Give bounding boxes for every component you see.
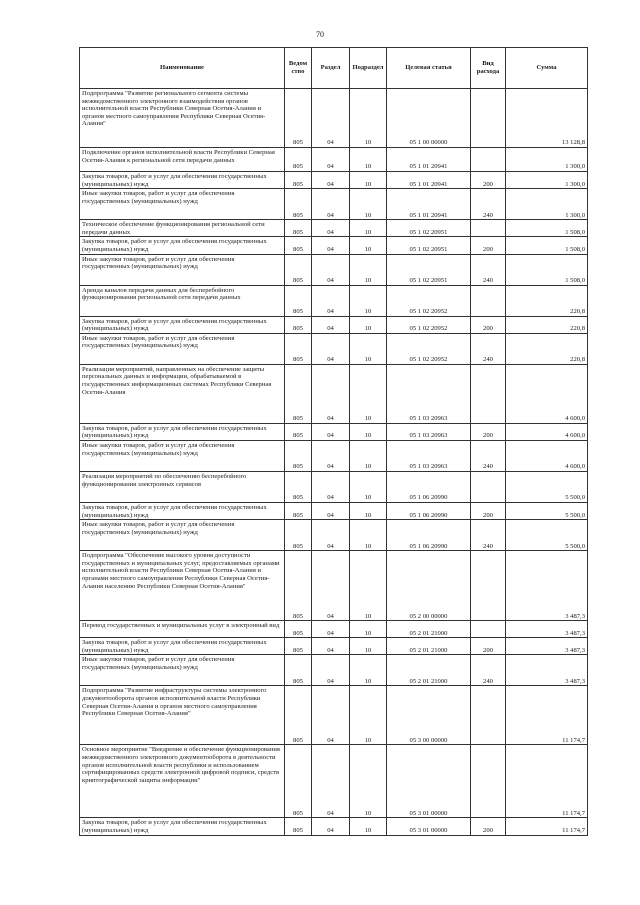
table-row xyxy=(80,254,588,285)
row-target-cell: 05 2 01 21000 xyxy=(387,638,471,655)
row-name-cell: Закупка товаров, работ и услуг для обеспечения государственных (муниципальных) нужд xyxy=(80,502,285,519)
row-sum-cell: 1 300,0 xyxy=(506,189,588,220)
row-expense-type-cell xyxy=(471,285,506,316)
row-target-cell: 05 2 00 00000 xyxy=(387,551,471,621)
table-row xyxy=(80,172,588,189)
row-sum-cell: 4 600,0 xyxy=(506,423,588,440)
header-department: Ведом ство xyxy=(285,48,312,89)
row-department-cell: 805 xyxy=(285,502,312,519)
row-section-cell: 04 xyxy=(312,745,350,818)
row-subsection-cell: 10 xyxy=(350,551,387,621)
row-sum-cell: 11 174,7 xyxy=(506,686,588,745)
table-row xyxy=(80,818,588,835)
row-target-cell: 05 1 01 20941 xyxy=(387,148,471,172)
row-expense-type-cell: 200 xyxy=(471,237,506,254)
row-name-cell: Закупка товаров, работ и услуг для обеспечения государственных (муниципальных) нужд xyxy=(80,172,285,189)
row-department-cell: 805 xyxy=(285,621,312,638)
header-name: Наименование xyxy=(80,48,285,89)
row-target-cell: 05 1 06 20990 xyxy=(387,471,471,502)
row-target-cell: 05 3 00 00000 xyxy=(387,686,471,745)
row-name-cell: Закупка товаров, работ и услуг для обеспечения государственных (муниципальных) нужд xyxy=(80,237,285,254)
row-section-cell: 04 xyxy=(312,655,350,686)
table-row xyxy=(80,189,588,220)
row-subsection-cell: 10 xyxy=(350,148,387,172)
row-target-cell: 05 1 02 20952 xyxy=(387,316,471,333)
row-expense-type-cell xyxy=(471,89,506,148)
row-sum-cell: 5 500,0 xyxy=(506,502,588,519)
row-department-cell: 805 xyxy=(285,818,312,835)
row-name-cell: Закупка товаров, работ и услуг для обеспечения государственных (муниципальных) нужд xyxy=(80,423,285,440)
row-name-cell: Закупка товаров, работ и услуг для обеспечения государственных (муниципальных) нужд xyxy=(80,316,285,333)
row-section-cell: 04 xyxy=(312,189,350,220)
row-section-cell: 04 xyxy=(312,364,350,423)
row-department-cell: 805 xyxy=(285,254,312,285)
row-expense-type-cell: 240 xyxy=(471,520,506,551)
header-target: Целевая статья xyxy=(387,48,471,89)
row-section-cell: 04 xyxy=(312,551,350,621)
row-section-cell: 04 xyxy=(312,440,350,471)
row-department-cell: 805 xyxy=(285,220,312,237)
row-subsection-cell: 10 xyxy=(350,471,387,502)
row-target-cell: 05 1 01 20941 xyxy=(387,189,471,220)
row-expense-type-cell xyxy=(471,471,506,502)
table-row xyxy=(80,551,588,621)
row-subsection-cell: 10 xyxy=(350,172,387,189)
row-sum-cell: 5 500,0 xyxy=(506,471,588,502)
row-target-cell: 05 1 03 20963 xyxy=(387,423,471,440)
table-header-row xyxy=(80,48,588,89)
header-section: Раздел xyxy=(312,48,350,89)
row-target-cell: 05 1 02 20951 xyxy=(387,254,471,285)
row-expense-type-cell: 200 xyxy=(471,502,506,519)
row-name-cell: Основное мероприятие "Внедрение и обеспечение функционирования межведомственного электронного документооборота в деятельности органов исполнительной власти республики и использованием сертифицированных средств электронной цифровой подписи, средств криптографической защиты информации" xyxy=(80,745,285,818)
row-expense-type-cell: 240 xyxy=(471,655,506,686)
row-name-cell: Иные закупки товаров, работ и услуг для обеспечения государственных (муниципальных) нужд xyxy=(80,189,285,220)
row-expense-type-cell xyxy=(471,551,506,621)
row-expense-type-cell xyxy=(471,148,506,172)
row-expense-type-cell: 200 xyxy=(471,172,506,189)
row-subsection-cell: 10 xyxy=(350,502,387,519)
table-row xyxy=(80,655,588,686)
row-sum-cell: 3 487,3 xyxy=(506,655,588,686)
row-target-cell: 05 2 01 21000 xyxy=(387,655,471,686)
table-row xyxy=(80,520,588,551)
row-department-cell: 805 xyxy=(285,471,312,502)
row-section-cell: 04 xyxy=(312,471,350,502)
row-name-cell: Перевод государственных и муниципальных услуг в электронный вид xyxy=(80,621,285,638)
row-subsection-cell: 10 xyxy=(350,520,387,551)
row-sum-cell: 220,8 xyxy=(506,333,588,364)
row-expense-type-cell: 200 xyxy=(471,316,506,333)
table-row xyxy=(80,148,588,172)
budget-table xyxy=(79,47,588,836)
table-row xyxy=(80,440,588,471)
table-row xyxy=(80,89,588,148)
row-name-cell: Иные закупки товаров, работ и услуг для обеспечения государственных (муниципальных) нужд xyxy=(80,655,285,686)
row-target-cell: 05 1 03 20963 xyxy=(387,440,471,471)
row-name-cell: Иные закупки товаров, работ и услуг для обеспечения государственных (муниципальных) нужд xyxy=(80,254,285,285)
row-target-cell: 05 3 01 00000 xyxy=(387,745,471,818)
row-expense-type-cell: 240 xyxy=(471,254,506,285)
table-row xyxy=(80,285,588,316)
row-subsection-cell: 10 xyxy=(350,423,387,440)
row-subsection-cell: 10 xyxy=(350,333,387,364)
table-row xyxy=(80,502,588,519)
row-department-cell: 805 xyxy=(285,237,312,254)
row-expense-type-cell xyxy=(471,364,506,423)
row-target-cell: 05 2 01 21000 xyxy=(387,621,471,638)
row-department-cell: 805 xyxy=(285,745,312,818)
row-subsection-cell: 10 xyxy=(350,364,387,423)
row-target-cell: 05 1 00 00000 xyxy=(387,89,471,148)
table-row xyxy=(80,333,588,364)
row-target-cell: 05 1 02 20951 xyxy=(387,237,471,254)
row-name-cell: Иные закупки товаров, работ и услуг для обеспечения государственных (муниципальных) нужд xyxy=(80,333,285,364)
row-sum-cell: 11 174,7 xyxy=(506,745,588,818)
row-subsection-cell: 10 xyxy=(350,254,387,285)
row-subsection-cell: 10 xyxy=(350,638,387,655)
row-sum-cell: 5 500,0 xyxy=(506,520,588,551)
row-section-cell: 04 xyxy=(312,638,350,655)
table-row xyxy=(80,237,588,254)
table-row xyxy=(80,423,588,440)
row-expense-type-cell xyxy=(471,686,506,745)
row-section-cell: 04 xyxy=(312,333,350,364)
row-section-cell: 04 xyxy=(312,285,350,316)
row-department-cell: 805 xyxy=(285,655,312,686)
table-row xyxy=(80,621,588,638)
row-subsection-cell: 10 xyxy=(350,285,387,316)
row-name-cell: Подпрограмма "Развитие инфраструктуры системы электронного документооборота органов исполнительной власти Республики Северная Осетия-Алания и органов местного самоуправления Республики Северная Осетия-Алания" xyxy=(80,686,285,745)
row-expense-type-cell: 200 xyxy=(471,423,506,440)
row-subsection-cell: 10 xyxy=(350,621,387,638)
row-sum-cell: 220,8 xyxy=(506,285,588,316)
row-expense-type-cell: 200 xyxy=(471,818,506,835)
row-subsection-cell: 10 xyxy=(350,316,387,333)
row-section-cell: 04 xyxy=(312,686,350,745)
row-department-cell: 805 xyxy=(285,638,312,655)
row-subsection-cell: 10 xyxy=(350,745,387,818)
row-expense-type-cell xyxy=(471,220,506,237)
row-section-cell: 04 xyxy=(312,818,350,835)
row-section-cell: 04 xyxy=(312,316,350,333)
table-body xyxy=(80,89,588,836)
row-target-cell: 05 3 01 00000 xyxy=(387,818,471,835)
row-section-cell: 04 xyxy=(312,89,350,148)
row-name-cell: Закупка товаров, работ и услуг для обеспечения государственных (муниципальных) нужд xyxy=(80,638,285,655)
row-sum-cell: 1 300,0 xyxy=(506,172,588,189)
table-row xyxy=(80,686,588,745)
row-sum-cell: 1 508,0 xyxy=(506,254,588,285)
row-subsection-cell: 10 xyxy=(350,686,387,745)
table-row xyxy=(80,638,588,655)
row-department-cell: 805 xyxy=(285,686,312,745)
row-subsection-cell: 10 xyxy=(350,818,387,835)
row-sum-cell: 11 174,7 xyxy=(506,818,588,835)
row-subsection-cell: 10 xyxy=(350,440,387,471)
row-department-cell: 805 xyxy=(285,189,312,220)
table-row xyxy=(80,364,588,423)
row-department-cell: 805 xyxy=(285,89,312,148)
row-section-cell: 04 xyxy=(312,254,350,285)
row-expense-type-cell: 240 xyxy=(471,440,506,471)
row-subsection-cell: 10 xyxy=(350,89,387,148)
row-department-cell: 805 xyxy=(285,333,312,364)
row-department-cell: 805 xyxy=(285,172,312,189)
row-department-cell: 805 xyxy=(285,551,312,621)
row-name-cell: Закупка товаров, работ и услуг для обеспечения государственных (муниципальных) нужд xyxy=(80,818,285,835)
row-department-cell: 805 xyxy=(285,423,312,440)
row-sum-cell: 4 600,0 xyxy=(506,364,588,423)
row-target-cell: 05 1 02 20952 xyxy=(387,285,471,316)
table-row xyxy=(80,745,588,818)
row-department-cell: 805 xyxy=(285,148,312,172)
header-expense-type: Вид расхода xyxy=(471,48,506,89)
row-department-cell: 805 xyxy=(285,440,312,471)
row-section-cell: 04 xyxy=(312,148,350,172)
row-sum-cell: 1 508,0 xyxy=(506,237,588,254)
row-section-cell: 04 xyxy=(312,621,350,638)
row-target-cell: 05 1 06 20990 xyxy=(387,520,471,551)
row-expense-type-cell: 240 xyxy=(471,333,506,364)
row-name-cell: Подключение органов исполнительной власти Республики Северная Осетия-Алания к региональной сети передачи данных xyxy=(80,148,285,172)
row-section-cell: 04 xyxy=(312,172,350,189)
row-expense-type-cell xyxy=(471,745,506,818)
row-section-cell: 04 xyxy=(312,237,350,254)
table-row xyxy=(80,220,588,237)
row-expense-type-cell: 200 xyxy=(471,638,506,655)
row-subsection-cell: 10 xyxy=(350,237,387,254)
row-name-cell: Аренда каналов передачи данных для бесперебойного функционирования региональной сети передачи данных xyxy=(80,285,285,316)
row-name-cell: Иные закупки товаров, работ и услуг для обеспечения государственных (муниципальных) нужд xyxy=(80,440,285,471)
row-subsection-cell: 10 xyxy=(350,220,387,237)
row-department-cell: 805 xyxy=(285,316,312,333)
row-department-cell: 805 xyxy=(285,520,312,551)
row-name-cell: Реализация мероприятий по обеспечению бесперебойного функционирования электронных сервисов xyxy=(80,471,285,502)
row-section-cell: 04 xyxy=(312,220,350,237)
row-target-cell: 05 1 01 20941 xyxy=(387,172,471,189)
row-sum-cell: 3 487,3 xyxy=(506,621,588,638)
row-subsection-cell: 10 xyxy=(350,655,387,686)
row-name-cell: Иные закупки товаров, работ и услуг для обеспечения государственных (муниципальных) нужд xyxy=(80,520,285,551)
row-target-cell: 05 1 06 20990 xyxy=(387,502,471,519)
row-name-cell: Техническое обеспечение функционирования региональной сети передачи данных xyxy=(80,220,285,237)
header-subsection: Подраздел xyxy=(350,48,387,89)
row-sum-cell: 3 487,3 xyxy=(506,638,588,655)
row-target-cell: 05 1 02 20951 xyxy=(387,220,471,237)
row-expense-type-cell: 240 xyxy=(471,189,506,220)
row-expense-type-cell xyxy=(471,621,506,638)
row-section-cell: 04 xyxy=(312,502,350,519)
row-subsection-cell: 10 xyxy=(350,189,387,220)
row-name-cell: Подпрограмма "Обеспечение высокого уровня доступности государственных и муниципальных услуг, предоставляемых органами исполнительной власти Республики Северная Осетия-Алания и органами местного самоуправления Республики Северная Осетия-Алания населению Республики Северная Осетия-Алания" xyxy=(80,551,285,621)
row-department-cell: 805 xyxy=(285,364,312,423)
row-sum-cell: 3 487,3 xyxy=(506,551,588,621)
row-target-cell: 05 1 03 20963 xyxy=(387,364,471,423)
row-target-cell: 05 1 02 20952 xyxy=(387,333,471,364)
row-sum-cell: 13 128,8 xyxy=(506,89,588,148)
row-section-cell: 04 xyxy=(312,423,350,440)
page-number: 70 xyxy=(316,30,324,39)
table-row xyxy=(80,471,588,502)
row-sum-cell: 1 300,0 xyxy=(506,148,588,172)
row-sum-cell: 1 508,0 xyxy=(506,220,588,237)
row-section-cell: 04 xyxy=(312,520,350,551)
row-sum-cell: 220,8 xyxy=(506,316,588,333)
row-department-cell: 805 xyxy=(285,285,312,316)
row-name-cell: Реализация мероприятий, направленных на обеспечение защиты персональных данных и информации, обрабатываемой в государственных информационных системах Республики Северная Осетия-Алания xyxy=(80,364,285,423)
row-sum-cell: 4 600,0 xyxy=(506,440,588,471)
table-row xyxy=(80,316,588,333)
header-sum: Сумма xyxy=(506,48,588,89)
row-name-cell: Подпрограмма "Развитие регионального сегмента системы межведомственного электронного взаимодействия органов исполнительной власти Республики Северная Осетия-Алания и органов местного самоуправления Республики Северная Осетия-Алания" xyxy=(80,89,285,148)
